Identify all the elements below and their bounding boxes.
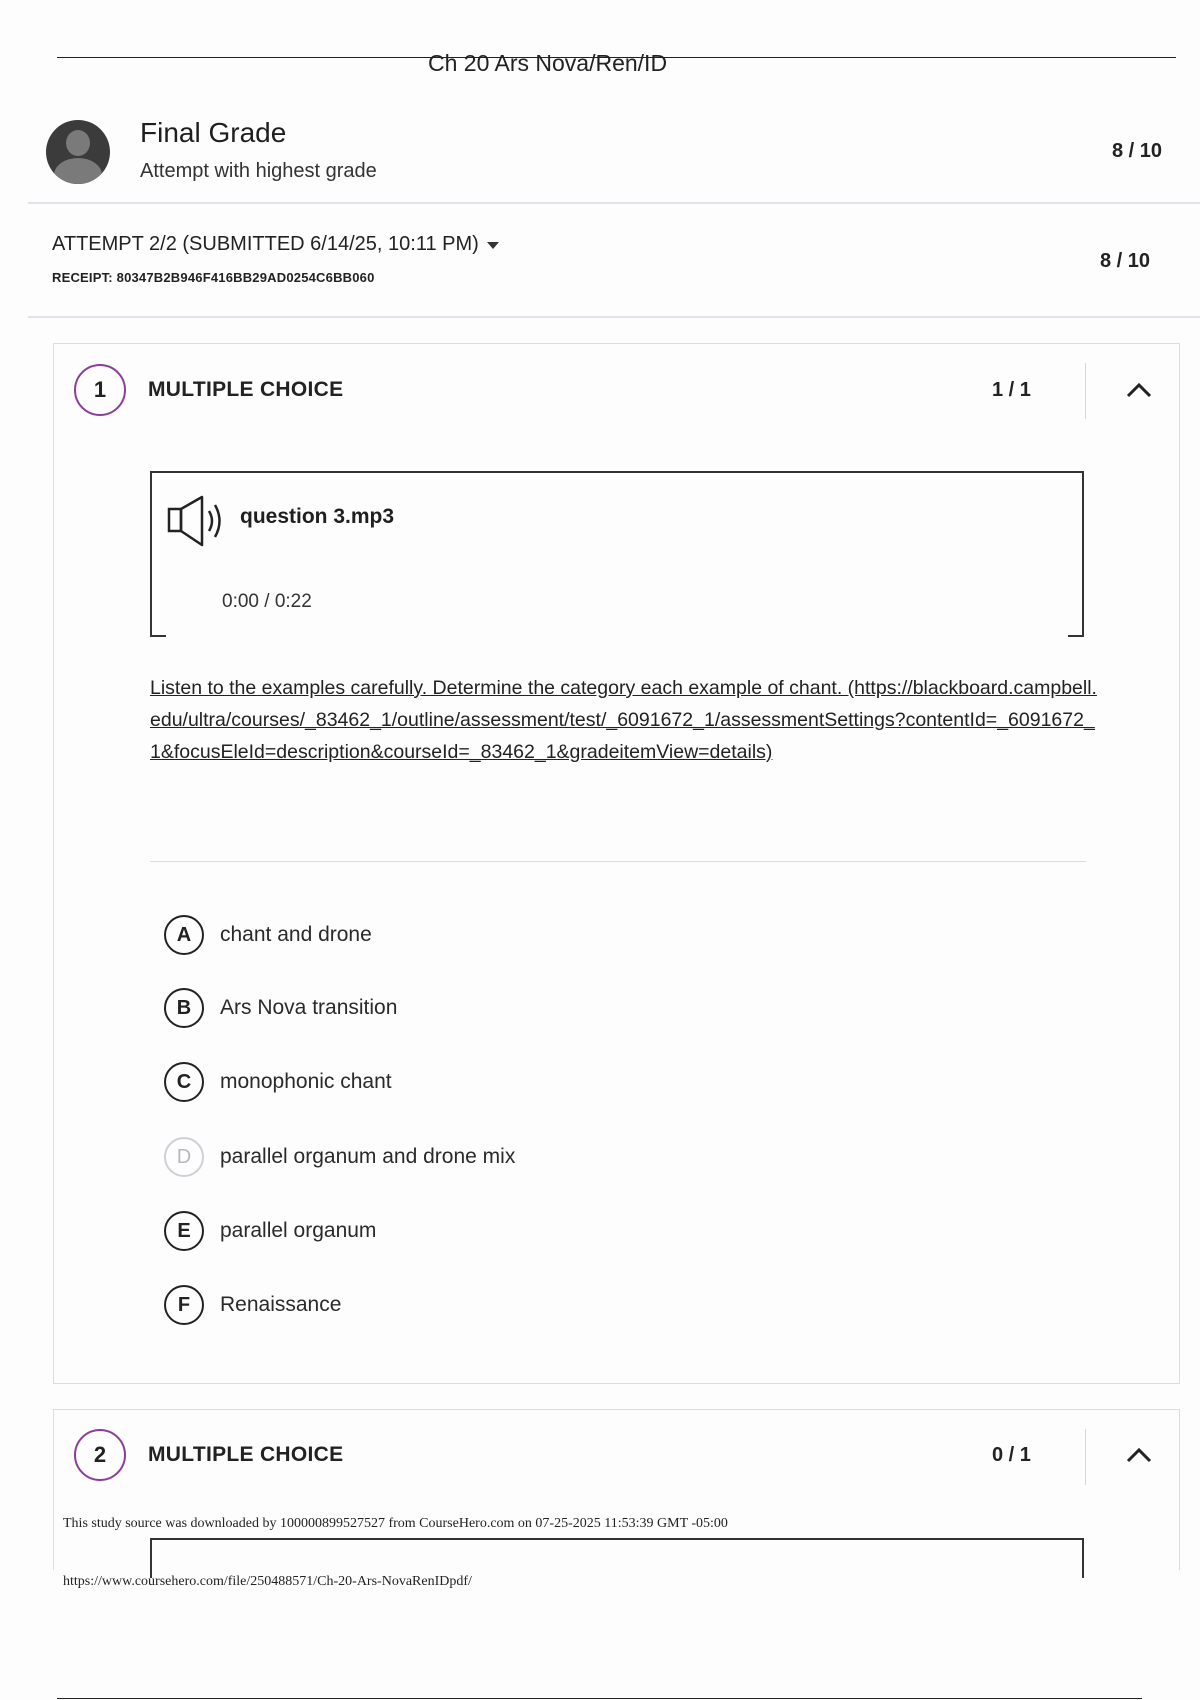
question-score: 1 / 1 <box>992 379 1031 401</box>
option-letter: D <box>164 1137 204 1177</box>
download-note: This study source was downloaded by 100000899527527 from CourseHero.com on 07-25-2025 11:53:39 GMT -05:00 <box>63 1516 728 1531</box>
speaker-icon[interactable] <box>166 493 228 549</box>
user-avatar-icon <box>46 120 110 184</box>
question-card-2 <box>53 1409 1180 1570</box>
final-grade-subtitle: Attempt with highest grade <box>140 160 377 182</box>
page-title: Ch 20 Ars Nova/Ren/ID <box>428 50 668 76</box>
option-letter: A <box>164 915 204 955</box>
option-b[interactable] <box>164 988 397 1028</box>
option-letter: C <box>164 1062 204 1102</box>
option-letter: B <box>164 988 204 1028</box>
audio-player[interactable] <box>150 1538 1084 1578</box>
header-divider <box>28 202 1200 204</box>
option-text: parallel organum <box>220 1219 377 1242</box>
final-grade-title: Final Grade <box>140 117 287 148</box>
option-text: chant and drone <box>220 923 372 946</box>
option-f[interactable] <box>164 1285 341 1325</box>
option-text: Ars Nova transition <box>220 996 398 1019</box>
option-text: parallel organum and drone mix <box>220 1145 516 1168</box>
question-prompt-link[interactable]: Listen to the examples carefully. Determine the category each example of chant. (https://blackboard.campbell.edu/ultra/courses/_83462_1/outline/assessment/test/_6091672_1/assessmentSettings?contentId=_6091672_1&focusEleId=description&courseId=_83462_1&gradeitemView=details) <box>150 677 1097 763</box>
attempt-divider <box>28 316 1200 318</box>
final-grade-score: 8 / 10 <box>1112 140 1163 162</box>
question-type: MULTIPLE CHOICE <box>148 378 344 401</box>
attempt-score: 8 / 10 <box>1100 250 1151 272</box>
option-a[interactable] <box>164 915 372 955</box>
option-text: monophonic chant <box>220 1070 392 1093</box>
chevron-up-icon[interactable] <box>1124 1441 1154 1471</box>
caret-down-icon <box>487 242 499 249</box>
option-d[interactable] <box>164 1137 515 1177</box>
option-c[interactable] <box>164 1062 392 1102</box>
option-text: Renaissance <box>220 1293 342 1316</box>
chevron-up-icon[interactable] <box>1124 376 1154 406</box>
option-letter: E <box>164 1211 204 1251</box>
attempt-selector[interactable] <box>52 233 499 256</box>
bottom-rule <box>57 1698 1142 1699</box>
receipt-id: RECEIPT: 80347B2B946F416BB29AD0254C6BB060 <box>52 270 375 285</box>
header-divider <box>1085 363 1086 419</box>
attempt-label: ATTEMPT 2/2 (SUBMITTED 6/14/25, 10:11 PM) <box>52 233 479 255</box>
question-number: 2 <box>74 1429 126 1481</box>
question-type: MULTIPLE CHOICE <box>148 1443 344 1466</box>
audio-time: 0:00 / 0:22 <box>222 591 312 612</box>
audio-player[interactable] <box>150 471 1084 635</box>
question-number: 1 <box>74 364 126 416</box>
audio-filename: question 3.mp3 <box>240 505 395 528</box>
option-letter: F <box>164 1285 204 1325</box>
source-url[interactable]: https://www.coursehero.com/file/250488571/Ch-20-Ars-NovaRenIDpdf/ <box>63 1574 472 1589</box>
header-divider <box>1085 1429 1086 1485</box>
option-e[interactable] <box>164 1211 376 1251</box>
prompt-divider <box>150 861 1086 862</box>
question-score: 0 / 1 <box>992 1444 1031 1466</box>
question-card-1 <box>53 343 1180 1384</box>
